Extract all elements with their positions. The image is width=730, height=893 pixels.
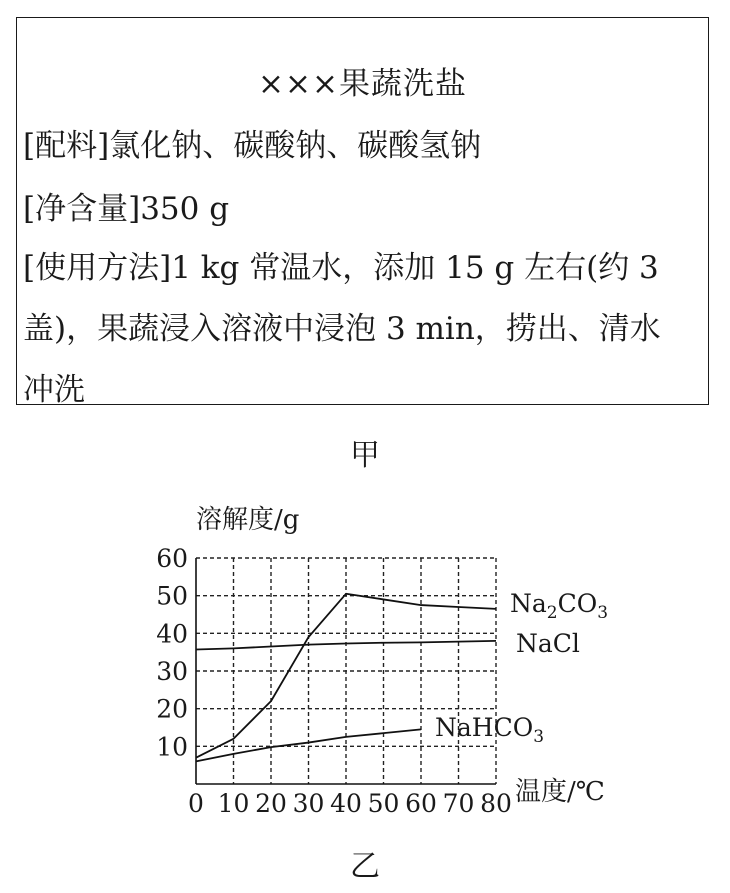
x-tick-label: 70 <box>442 789 475 818</box>
x-axis-title: 温度/℃ <box>515 777 605 807</box>
x-tick-label: 0 <box>188 789 204 818</box>
usage-line-1: [使用方法]1 kg 常温水，添加 15 g 左右(约 3 <box>23 250 659 286</box>
y-tick-label: 30 <box>156 657 188 686</box>
usage-line-2: 盖)，果蔬浸入溶液中浸泡 3 min，捞出、清水 <box>23 311 661 347</box>
caption-yi: 乙 <box>350 849 380 884</box>
ingredients-line: [配料]氯化钠、碳酸钠、碳酸氢钠 <box>23 128 482 164</box>
y-tick-label: 20 <box>156 694 188 724</box>
series-label-nahco3: NaHCO$_3$ <box>435 713 545 747</box>
x-tick-label: 40 <box>330 789 362 818</box>
caption-jia: 甲 <box>350 438 380 473</box>
y-tick-label: 50 <box>156 581 188 611</box>
series-label-na2co3: $Na_2CO_3$ <box>510 589 609 623</box>
x-tick-label: 50 <box>367 789 400 818</box>
usage-line-3: 冲洗 <box>23 372 85 408</box>
x-tick-label: 10 <box>217 789 250 818</box>
y-tick-label: 40 <box>156 619 188 649</box>
x-tick-label: 80 <box>480 789 512 818</box>
product-title: ×××果蔬洗盐 <box>258 66 467 102</box>
y-axis-title: 溶解度/g <box>196 505 300 535</box>
chart-grid <box>196 558 496 784</box>
net-content-line: [净含量]350 g <box>23 191 230 227</box>
x-tick-label: 60 <box>405 789 437 818</box>
x-tick-label: 20 <box>255 789 287 818</box>
x-tick-label: 30 <box>292 789 325 818</box>
product-label-box <box>16 17 709 408</box>
solubility-chart <box>0 500 730 830</box>
series-label-nacl: NaCl <box>516 629 580 658</box>
y-tick-label: 60 <box>156 544 188 573</box>
y-tick-label: 10 <box>156 732 188 762</box>
